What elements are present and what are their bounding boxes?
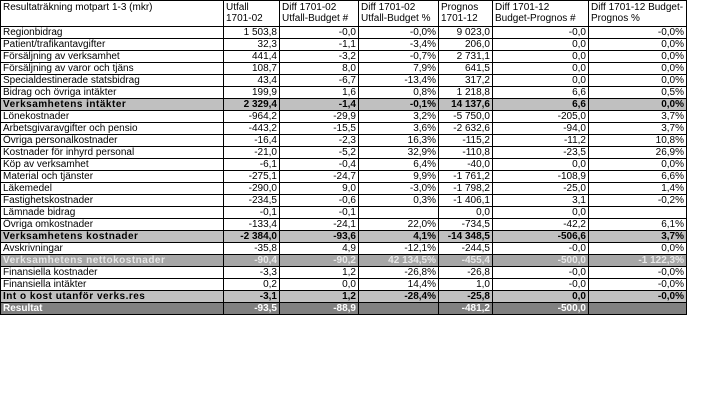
cell-prognos: -734,5 [439, 219, 493, 231]
cell-diff-utfall-budget-pct: 9,9% [359, 171, 439, 183]
cell-diff-budget-prognos-abs: 0,0 [493, 207, 589, 219]
header-title: Resultaträkning motpart 1-3 (mkr) [1, 1, 224, 27]
cell-diff-budget-prognos-pct: 0,0% [589, 243, 687, 255]
header-diff-budget-prognos-pct: Diff 1701-12 Budget-Prognos % [589, 1, 687, 27]
cell-diff-budget-prognos-pct: 6,6% [589, 171, 687, 183]
cell-diff-utfall-budget-pct: 14,4% [359, 279, 439, 291]
cell-diff-utfall-budget-abs: -24,7 [280, 171, 359, 183]
cell-diff-utfall-budget-abs: 8,0 [280, 63, 359, 75]
cell-diff-utfall-budget-pct [359, 303, 439, 315]
cell-diff-utfall-budget-abs: -93,6 [280, 231, 359, 243]
cell-diff-budget-prognos-abs: -0,0 [493, 267, 589, 279]
cell-utfall: -2 384,0 [224, 231, 280, 243]
table-row [1, 51, 687, 63]
table-row [1, 255, 687, 267]
cell-utfall: -234,5 [224, 195, 280, 207]
cell-label: Verksamhetens kostnader [1, 231, 224, 243]
cell-diff-utfall-budget-pct: -0,1% [359, 99, 439, 111]
cell-diff-budget-prognos-abs: -108,9 [493, 171, 589, 183]
cell-label: Finansiella intäkter [1, 279, 224, 291]
cell-diff-budget-prognos-pct: 0,0% [589, 159, 687, 171]
cell-diff-utfall-budget-pct: 42 134,5% [359, 255, 439, 267]
cell-label: Regionbidrag [1, 27, 224, 39]
table-row [1, 39, 687, 51]
cell-diff-budget-prognos-pct: 0,0% [589, 63, 687, 75]
cell-utfall: -35,8 [224, 243, 280, 255]
cell-diff-budget-prognos-abs: -94,0 [493, 123, 589, 135]
cell-label: Specialdestinerade statsbidrag [1, 75, 224, 87]
cell-diff-budget-prognos-abs: 0,0 [493, 291, 589, 303]
cell-prognos: -1 761,2 [439, 171, 493, 183]
header-utfall: Utfall 1701-02 [224, 1, 280, 27]
cell-prognos: -40,0 [439, 159, 493, 171]
cell-diff-utfall-budget-pct: 3,6% [359, 123, 439, 135]
cell-utfall: -3,3 [224, 267, 280, 279]
table-row [1, 195, 687, 207]
cell-diff-budget-prognos-pct: -0,0% [589, 27, 687, 39]
cell-diff-utfall-budget-pct: 3,2% [359, 111, 439, 123]
cell-diff-utfall-budget-abs: -29,9 [280, 111, 359, 123]
cell-diff-utfall-budget-abs: -0,6 [280, 195, 359, 207]
cell-prognos: 1,0 [439, 279, 493, 291]
cell-diff-utfall-budget-pct: -28,4% [359, 291, 439, 303]
cell-utfall: 43,4 [224, 75, 280, 87]
cell-diff-budget-prognos-abs: 0,0 [493, 39, 589, 51]
cell-label: Övriga omkostnader [1, 219, 224, 231]
table-row [1, 231, 687, 243]
cell-diff-budget-prognos-abs: -506,6 [493, 231, 589, 243]
table-row [1, 123, 687, 135]
table-row [1, 135, 687, 147]
cell-diff-utfall-budget-abs: -5,2 [280, 147, 359, 159]
cell-diff-utfall-budget-pct: 32,9% [359, 147, 439, 159]
table-row [1, 243, 687, 255]
cell-diff-utfall-budget-abs: -6,7 [280, 75, 359, 87]
cell-diff-budget-prognos-abs: -23,5 [493, 147, 589, 159]
cell-diff-budget-prognos-abs: -500,0 [493, 255, 589, 267]
cell-diff-budget-prognos-pct: -0,0% [589, 291, 687, 303]
cell-label: Läkemedel [1, 183, 224, 195]
cell-diff-utfall-budget-pct: 22,0% [359, 219, 439, 231]
cell-utfall: -443,2 [224, 123, 280, 135]
cell-diff-utfall-budget-pct: 16,3% [359, 135, 439, 147]
cell-diff-utfall-budget-pct: -13,4% [359, 75, 439, 87]
table-row [1, 183, 687, 195]
cell-diff-utfall-budget-pct: 4,1% [359, 231, 439, 243]
cell-utfall: -290,0 [224, 183, 280, 195]
cell-label: Verksamhetens nettokostnader [1, 255, 224, 267]
table-row [1, 267, 687, 279]
cell-prognos: 9 023,0 [439, 27, 493, 39]
cell-diff-utfall-budget-abs: -1,1 [280, 39, 359, 51]
cell-utfall: 441,4 [224, 51, 280, 63]
header-prognos: Prognos 1701-12 [439, 1, 493, 27]
cell-diff-budget-prognos-pct: 0,5% [589, 87, 687, 99]
cell-utfall: -6,1 [224, 159, 280, 171]
cell-label: Försäljning av verksamhet [1, 51, 224, 63]
cell-prognos: -1 406,1 [439, 195, 493, 207]
cell-label: Försäljning av varor och tjäns [1, 63, 224, 75]
cell-diff-budget-prognos-abs: -42,2 [493, 219, 589, 231]
cell-diff-budget-prognos-pct: 6,1% [589, 219, 687, 231]
cell-utfall: -3,1 [224, 291, 280, 303]
cell-label: Resultat [1, 303, 224, 315]
cell-diff-utfall-budget-pct: 0,8% [359, 87, 439, 99]
cell-utfall: -133,4 [224, 219, 280, 231]
cell-prognos: -2 632,6 [439, 123, 493, 135]
header-row [1, 1, 687, 27]
cell-diff-budget-prognos-abs: -205,0 [493, 111, 589, 123]
cell-diff-budget-prognos-abs: -500,0 [493, 303, 589, 315]
cell-diff-budget-prognos-pct: 10,8% [589, 135, 687, 147]
cell-diff-utfall-budget-abs: -0,0 [280, 27, 359, 39]
cell-diff-budget-prognos-abs: 0,0 [493, 75, 589, 87]
cell-diff-utfall-budget-abs: 9,0 [280, 183, 359, 195]
cell-prognos: 14 137,6 [439, 99, 493, 111]
cell-utfall: 32,3 [224, 39, 280, 51]
cell-diff-utfall-budget-pct: -26,8% [359, 267, 439, 279]
cell-diff-utfall-budget-abs: 1,2 [280, 267, 359, 279]
cell-label: Avskrivningar [1, 243, 224, 255]
table-row [1, 159, 687, 171]
table-row [1, 279, 687, 291]
cell-prognos: 1 218,8 [439, 87, 493, 99]
cell-diff-budget-prognos-pct: 0,0% [589, 39, 687, 51]
cell-diff-utfall-budget-abs: -0,1 [280, 207, 359, 219]
cell-diff-budget-prognos-pct: -1 122,3% [589, 255, 687, 267]
cell-diff-utfall-budget-abs: -0,4 [280, 159, 359, 171]
cell-diff-budget-prognos-abs: -0,0 [493, 279, 589, 291]
table-row [1, 171, 687, 183]
cell-diff-budget-prognos-abs: -25,0 [493, 183, 589, 195]
cell-diff-budget-prognos-pct: 0,0% [589, 51, 687, 63]
cell-prognos: 206,0 [439, 39, 493, 51]
cell-utfall: 0,2 [224, 279, 280, 291]
cell-diff-utfall-budget-abs: -88,9 [280, 303, 359, 315]
table-row [1, 219, 687, 231]
cell-diff-budget-prognos-abs: -11,2 [493, 135, 589, 147]
cell-diff-utfall-budget-abs: 1,6 [280, 87, 359, 99]
table-row [1, 99, 687, 111]
cell-diff-utfall-budget-pct: -0,7% [359, 51, 439, 63]
cell-prognos: -110,8 [439, 147, 493, 159]
cell-diff-budget-prognos-abs: 6,6 [493, 99, 589, 111]
cell-diff-budget-prognos-abs: 0,0 [493, 51, 589, 63]
table-row [1, 207, 687, 219]
cell-diff-budget-prognos-pct: 3,7% [589, 111, 687, 123]
cell-diff-utfall-budget-pct: 6,4% [359, 159, 439, 171]
cell-prognos: -1 798,2 [439, 183, 493, 195]
cell-diff-utfall-budget-pct: -3,4% [359, 39, 439, 51]
cell-diff-budget-prognos-pct: 3,7% [589, 231, 687, 243]
cell-label: Lönekostnader [1, 111, 224, 123]
cell-diff-budget-prognos-abs: -0,0 [493, 243, 589, 255]
cell-diff-budget-prognos-abs: 3,1 [493, 195, 589, 207]
table-row [1, 87, 687, 99]
table-row [1, 63, 687, 75]
cell-prognos: 641,5 [439, 63, 493, 75]
cell-diff-utfall-budget-abs: 1,2 [280, 291, 359, 303]
cell-prognos: -26,8 [439, 267, 493, 279]
cell-utfall: -21,0 [224, 147, 280, 159]
cell-diff-utfall-budget-abs: -24,1 [280, 219, 359, 231]
table-row [1, 147, 687, 159]
cell-diff-budget-prognos-abs: 0,0 [493, 159, 589, 171]
cell-diff-budget-prognos-pct: 3,7% [589, 123, 687, 135]
cell-diff-utfall-budget-abs: -1,4 [280, 99, 359, 111]
cell-utfall: -964,2 [224, 111, 280, 123]
cell-diff-budget-prognos-abs: -0,0 [493, 27, 589, 39]
cell-label: Finansiella kostnader [1, 267, 224, 279]
cell-diff-budget-prognos-pct: 26,9% [589, 147, 687, 159]
header-diff-utfall-budget-abs: Diff 1701-02 Utfall-Budget # [280, 1, 359, 27]
cell-prognos: -244,5 [439, 243, 493, 255]
cell-label: Kostnader för inhyrd personal [1, 147, 224, 159]
cell-prognos: 2 731,1 [439, 51, 493, 63]
cell-prognos: 317,2 [439, 75, 493, 87]
cell-label: Material och tjänster [1, 171, 224, 183]
header-diff-utfall-budget-pct: Diff 1701-02 Utfall-Budget % [359, 1, 439, 27]
cell-diff-utfall-budget-pct: -12,1% [359, 243, 439, 255]
cell-utfall: -0,1 [224, 207, 280, 219]
cell-utfall: -16,4 [224, 135, 280, 147]
cell-diff-budget-prognos-abs: 0,0 [493, 63, 589, 75]
cell-label: Patient/trafikantavgifter [1, 39, 224, 51]
cell-diff-budget-prognos-pct: -0,2% [589, 195, 687, 207]
cell-label: Bidrag och övriga intäkter [1, 87, 224, 99]
cell-label: Arbetsgivaravgifter och pensio [1, 123, 224, 135]
cell-prognos: 0,0 [439, 207, 493, 219]
cell-utfall: -90,4 [224, 255, 280, 267]
cell-utfall: 108,7 [224, 63, 280, 75]
cell-diff-budget-prognos-pct [589, 303, 687, 315]
cell-diff-utfall-budget-pct: 7,9% [359, 63, 439, 75]
cell-utfall: 199,9 [224, 87, 280, 99]
cell-diff-utfall-budget-abs: -3,2 [280, 51, 359, 63]
cell-label: Övriga personalkostnader [1, 135, 224, 147]
cell-label: Int o kost utanför verks.res [1, 291, 224, 303]
cell-diff-utfall-budget-abs: 0,0 [280, 279, 359, 291]
cell-diff-utfall-budget-pct: -3,0% [359, 183, 439, 195]
cell-diff-utfall-budget-pct [359, 207, 439, 219]
cell-prognos: -14 348,5 [439, 231, 493, 243]
header-diff-budget-prognos-abs: Diff 1701-12 Budget-Prognos # [493, 1, 589, 27]
cell-label: Lämnade bidrag [1, 207, 224, 219]
cell-diff-budget-prognos-abs: 6,6 [493, 87, 589, 99]
cell-prognos: -115,2 [439, 135, 493, 147]
cell-utfall: -275,1 [224, 171, 280, 183]
cell-label: Fastighetskostnader [1, 195, 224, 207]
cell-prognos: -5 750,0 [439, 111, 493, 123]
cell-diff-utfall-budget-abs: -15,5 [280, 123, 359, 135]
table-row [1, 27, 687, 39]
cell-label: Verksamhetens intäkter [1, 99, 224, 111]
cell-utfall: 1 503,8 [224, 27, 280, 39]
cell-diff-budget-prognos-pct: -0,0% [589, 267, 687, 279]
cell-prognos: -455,4 [439, 255, 493, 267]
cell-diff-utfall-budget-pct: -0,0% [359, 27, 439, 39]
cell-diff-utfall-budget-abs: -90,2 [280, 255, 359, 267]
cell-diff-utfall-budget-pct: 0,3% [359, 195, 439, 207]
cell-diff-utfall-budget-abs: 4,9 [280, 243, 359, 255]
table-row [1, 303, 687, 315]
table-row [1, 291, 687, 303]
cell-diff-budget-prognos-pct [589, 207, 687, 219]
cell-label: Köp av verksamhet [1, 159, 224, 171]
table-row [1, 111, 687, 123]
cell-utfall: 2 329,4 [224, 99, 280, 111]
cell-diff-budget-prognos-pct: 0,0% [589, 99, 687, 111]
cell-diff-budget-prognos-pct: -0,0% [589, 279, 687, 291]
cell-prognos: -25,8 [439, 291, 493, 303]
cell-utfall: -93,5 [224, 303, 280, 315]
cell-diff-utfall-budget-abs: -2,3 [280, 135, 359, 147]
table-row [1, 75, 687, 87]
cell-prognos: -481,2 [439, 303, 493, 315]
cell-diff-budget-prognos-pct: 1,4% [589, 183, 687, 195]
cell-diff-budget-prognos-pct: 0,0% [589, 75, 687, 87]
